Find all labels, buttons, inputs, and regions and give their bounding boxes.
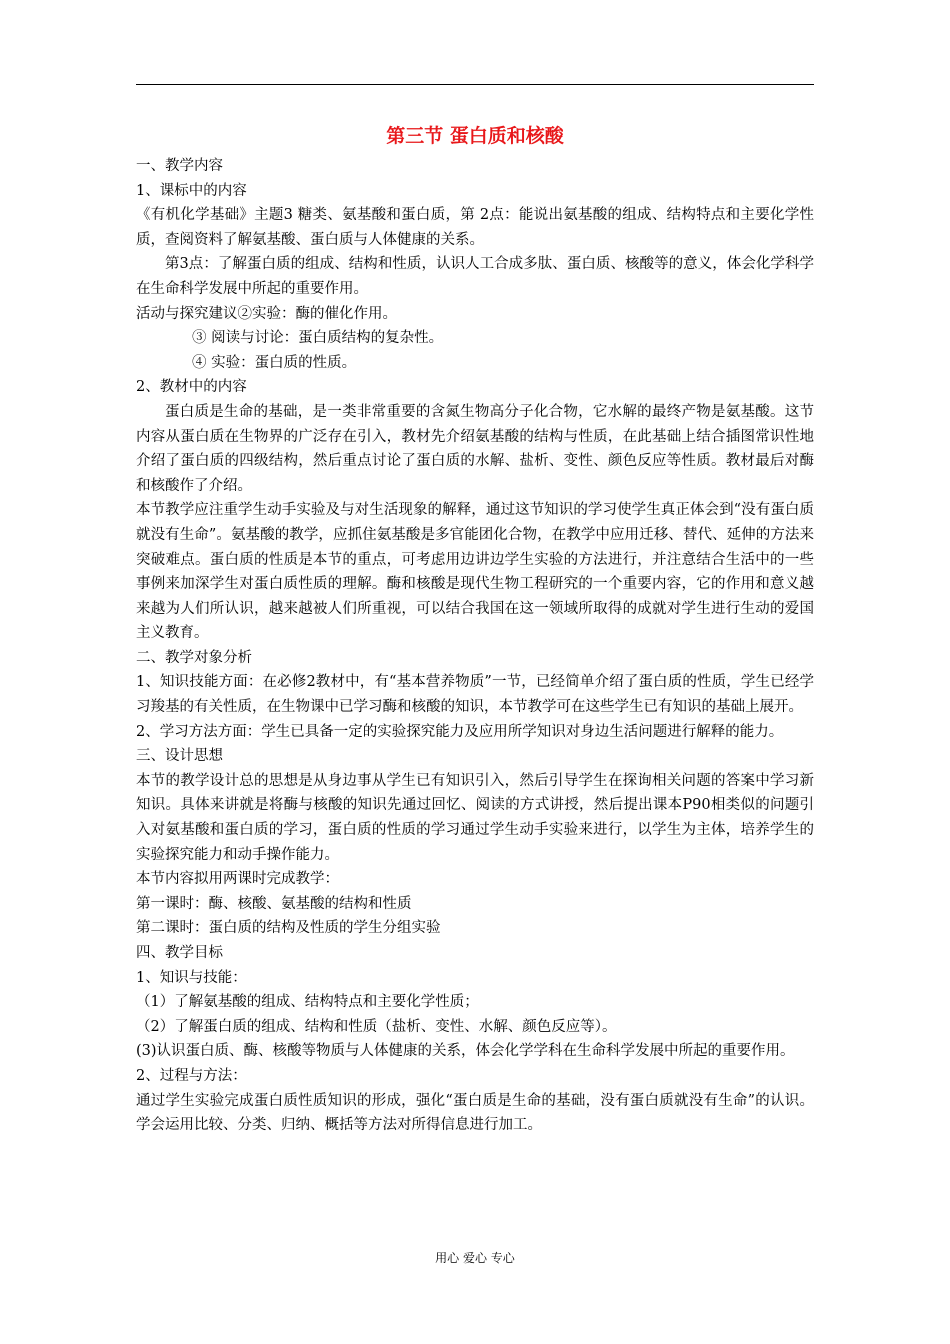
list-item: (3)认识蛋白质、酶、核酸等物质与人体健康的关系，体会化学学科在生命科学发展中所起的重要作用。 (136, 1043, 795, 1060)
document-body (136, 118, 814, 1138)
section-heading: 三、设计思想 (136, 748, 223, 765)
section-heading: 四、教学目标 (136, 945, 223, 961)
list-item: ③ 阅读与讨论：蛋白质结构的复杂性。 (192, 330, 444, 347)
header-rule (136, 84, 814, 85)
paragraph: 通过学生实验完成蛋白质性质知识的形成，强化“蛋白质是生命的基础，没有蛋白质就没有生命”的认识。学会运用比较、分类、归纳、概括等方法对所得信息进行加工。 (136, 1092, 814, 1134)
page-title: 第三节 蛋白质和核酸 (386, 125, 564, 147)
list-item: ④ 实验：蛋白质的性质。 (192, 354, 357, 371)
paragraph: 本节内容拟用两课时完成教学： (136, 871, 339, 888)
paragraph: 第二课时：蛋白质的结构及性质的学生分组实验 (136, 920, 441, 937)
subsection-heading: 1、知识与技能： (136, 969, 247, 986)
paragraph: 蛋白质是生命的基础，是一类非常重要的含氮生物高分子化合物，它水解的最终产物是氨基酸。这节内容从蛋白质在生物界的广泛存在引入，教材先介绍氨基酸的结构与性质，在此基础上结合插图常识性地介绍了蛋白质的四级结构，然后重点讨论了蛋白质的水解、盐析、变性、颜色反应等性质。教材最后对酶和核酸作了介绍。 (136, 403, 814, 494)
paragraph: 本节教学应注重学生动手实验及与对生活现象的解释，通过这节知识的学习使学生真正体会到“没有蛋白质就没有生命”。氨基酸的教学，应抓住氨基酸是多官能团化合物，在教学中应用迁移、替代、延伸的方法来突破难点。蛋白质的性质是本节的重点，可考虑用边讲边学生实验的方法进行，并注意结合生活中的一些事例来加深学生对蛋白质性质的理解。酶和核酸是现代生物工程研究的一个重要内容，它的作用和意义越来越为人们所认识，越来越被人们所重视，可以结合我国在这一领域所取得的成就对学生进行生动的爱国主义教育。 (136, 502, 814, 642)
subsection-heading: 2、教材中的内容 (136, 379, 247, 396)
paragraph: 第一课时：酶、核酸、氨基酸的结构和性质 (136, 895, 412, 912)
page-footer: 用心 爱心 专心 (435, 1251, 515, 1265)
section-heading: 一、教学内容 (136, 158, 223, 174)
subsection-heading: 1、课标中的内容 (136, 182, 247, 199)
paragraph: 活动与探究建议②实验：酶的催化作用。 (136, 305, 397, 322)
paragraph: 2、学习方法方面：学生已具备一定的实验探究能力及应用所学知识对身边生活问题进行解释的能力。 (136, 723, 784, 740)
paragraph: 第3点：了解蛋白质的组成、结构和性质，认识人工合成多肽、蛋白质、核酸等的意义，体会化学科学在生命科学发展中所起的重要作用。 (136, 256, 814, 297)
paragraph: 1、知识技能方面：在必修2教材中，有“基本营养物质”一节，已经简单介绍了蛋白质的性质，学生已经学习羧基的有关性质，在生物课中已学习酶和核酸的知识，本节教学可在这些学生已有知识的基础上展开。 (136, 674, 814, 716)
list-item: （1）了解氨基酸的组成、结构特点和主要化学性质； (136, 994, 479, 1011)
subsection-heading: 2、过程与方法： (136, 1067, 247, 1084)
list-item: （2）了解蛋白质的组成、结构和性质（盐析、变性、水解、颜色反应等）。 (136, 1018, 617, 1035)
paragraph: 本节的教学设计总的思想是从身边事从学生已有知识引入，然后引导学生在探询相关问题的答案中学习新知识。具体来讲就是将酶与核酸的知识先通过回忆、阅读的方式讲授，然后提出课本P90相类似的问题引入对氨基酸和蛋白质的学习，蛋白质的性质的学习通过学生动手实验来进行，以学生为主体，培养学生的实验探究能力和动手操作能力。 (136, 772, 814, 863)
section-heading: 二、教学对象分析 (136, 649, 252, 666)
paragraph: 《有机化学基础》主题3 糖类、氨基酸和蛋白质，第 2点：能说出氨基酸的组成、结构特点和主要化学性质，查阅资料了解氨基酸、蛋白质与人体健康的关系。 (136, 207, 814, 248)
